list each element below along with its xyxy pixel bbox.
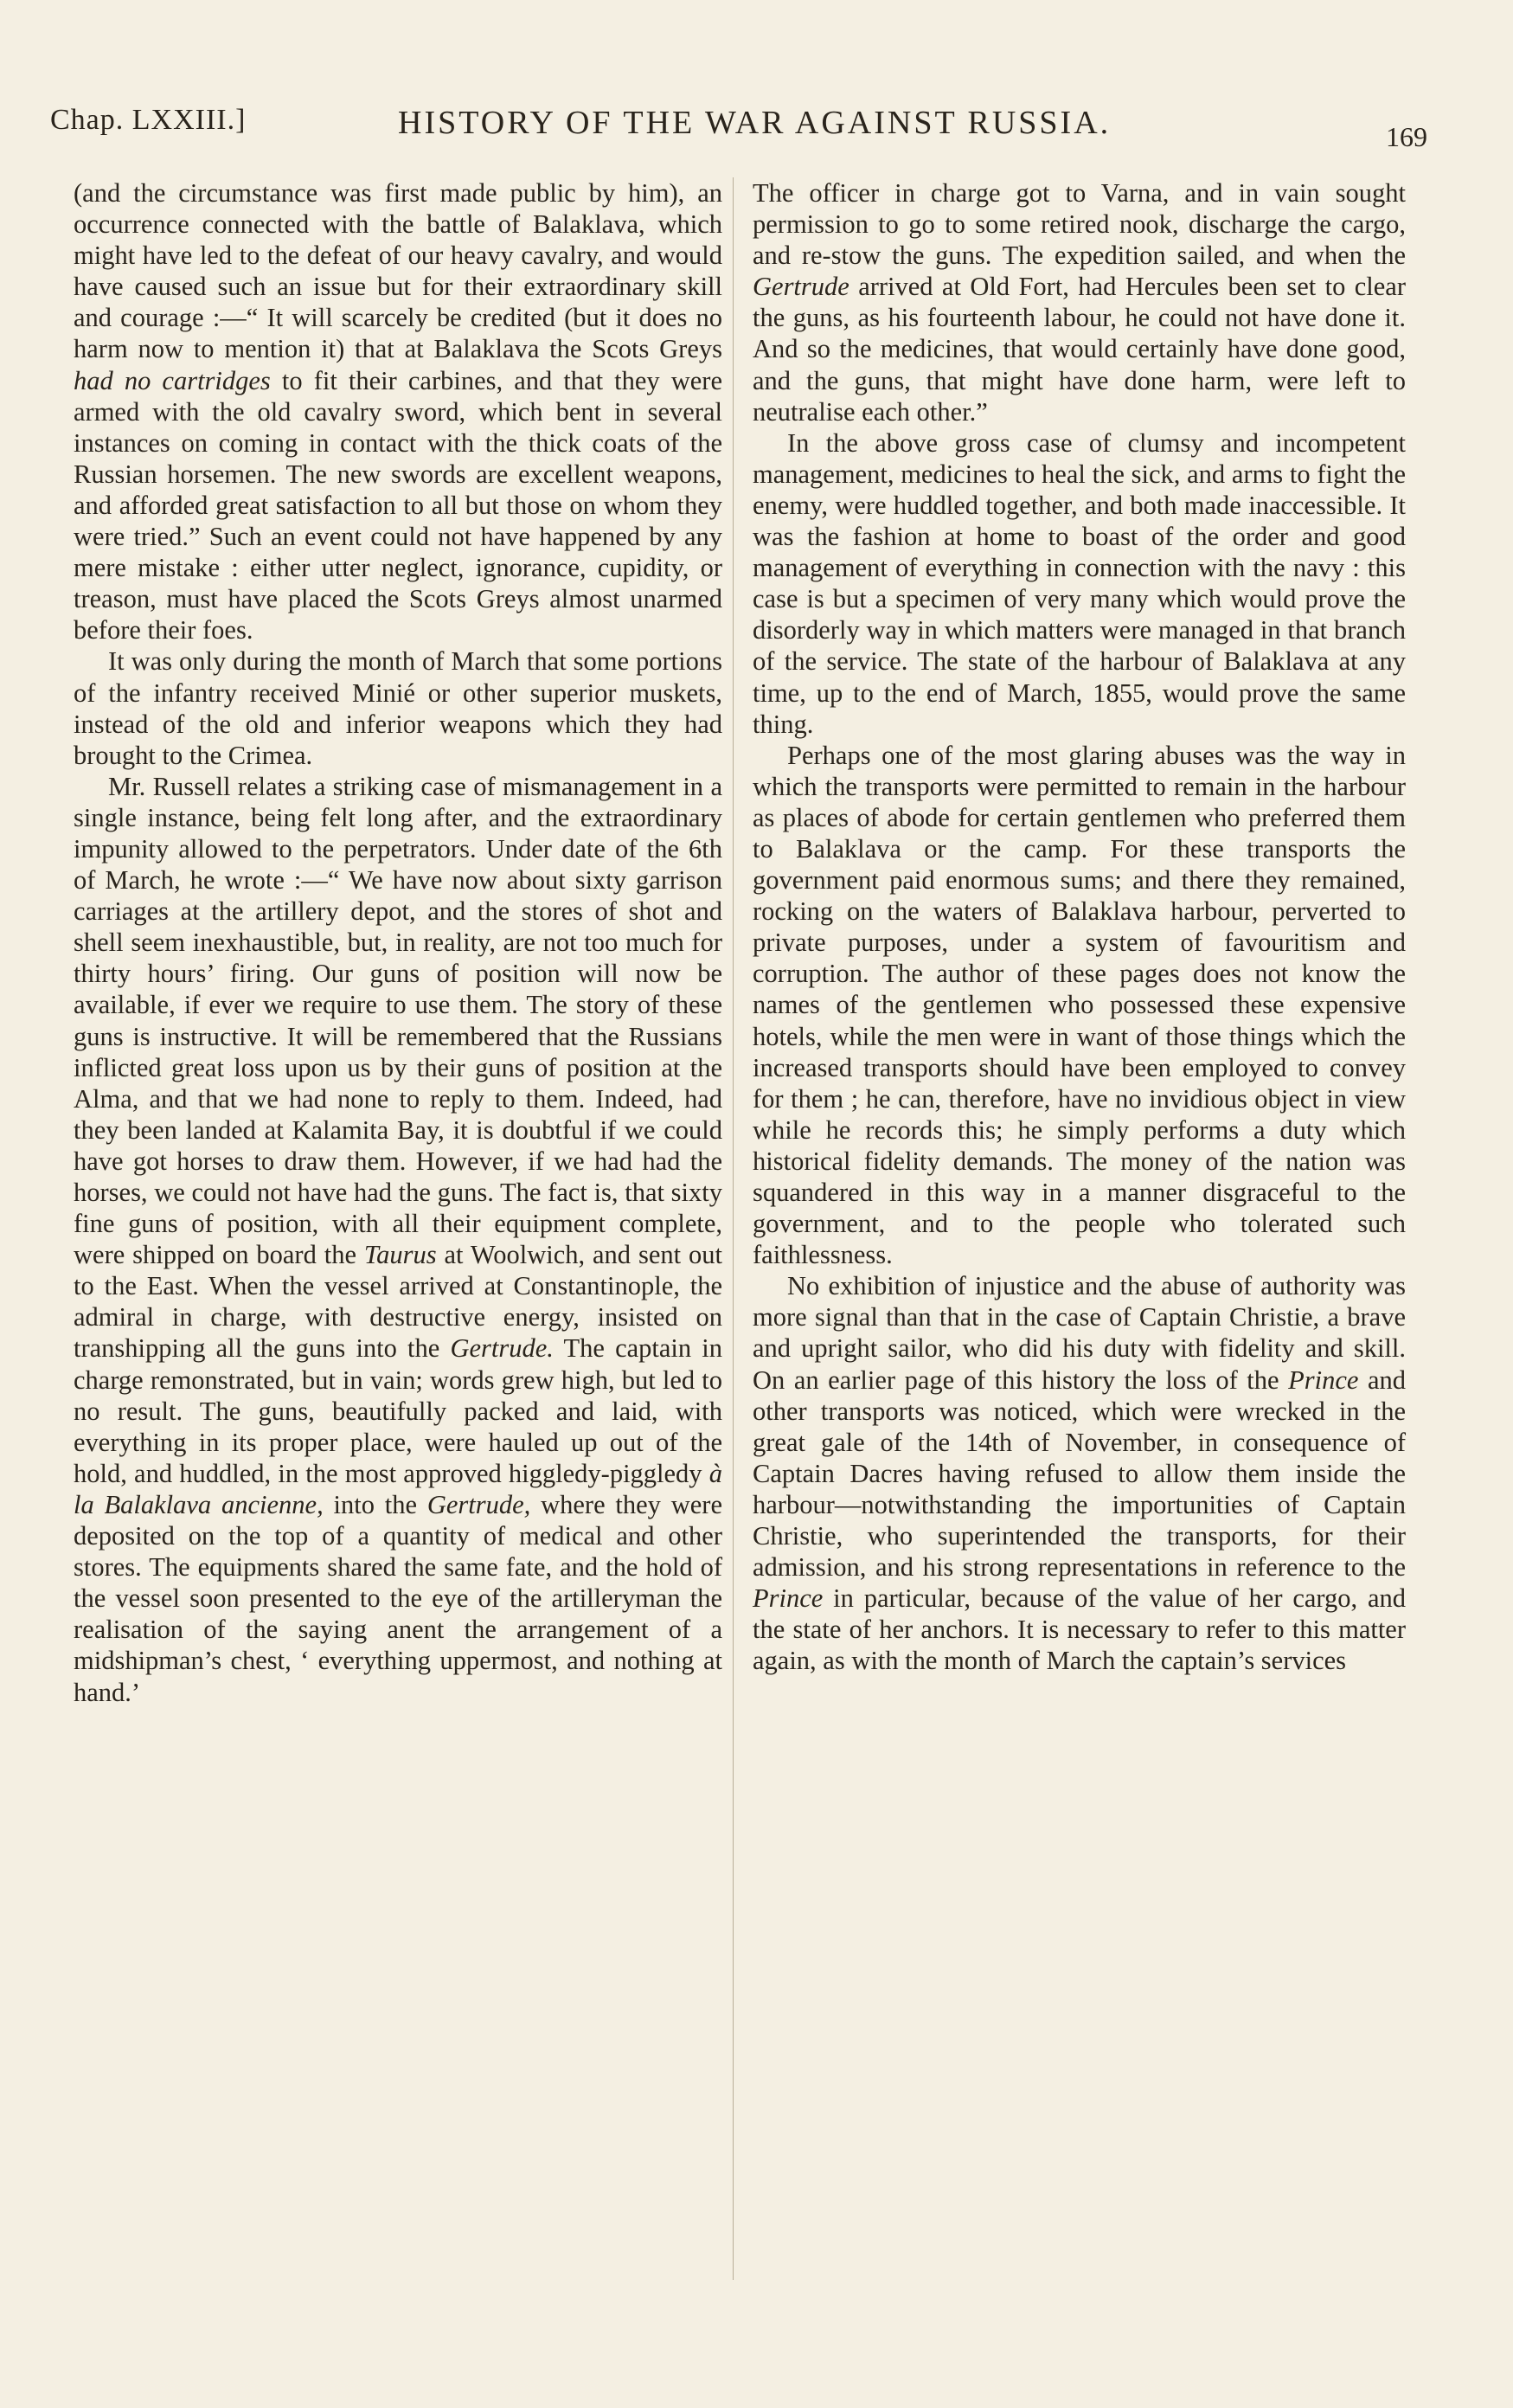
right-paragraph-2: In the above gross case of clumsy and incompetent management, medicines to heal the sick, and arms to fight the enemy, were huddled together, and both made inaccessible. It was the fashion at home to boast of the order and good management of everything in connection with the navy : this case is but a specimen of very many which would prove the disorderly way in which matters were managed in that branch of the service. The state of the harbour of Balaklava at any time, up to the end of March, 1855, would prove the same thing. [753, 427, 1406, 739]
running-header [50, 97, 1427, 157]
left-column [74, 177, 722, 1708]
left-paragraph-1: (and the circumstance was first made public by him), an occurrence connected with the battle of Balaklava, which might have led to the defeat of our heavy cavalry, and would have caused such an issue but for their extraordinary skill and courage :—“ It will scarcely be credited (but it does no harm now to mention it) that at Balaklava the Scots Greys had no cartridges to fit their carbines, and that they were armed with the old cavalry sword, which bent in several instances on coming in contact with the thick coats of the Russian horsemen. The new swords are excellent weapons, and afforded great satisfaction to all but those on whom they were tried.” Such an event could not have happened by any mere mistake : either utter neglect, ignorance, cupidity, or treason, must have placed the Scots Greys almost unarmed before their foes. [74, 178, 722, 645]
right-paragraph-1: The officer in charge got to Varna, and in vain sought permission to go to some retired nook, discharge the cargo, and re-stow the guns. The expedition sailed, and when the Gertrude arrived at Old Fort, had Hercules been set to clear the guns, as his fourteenth labour, he could not have done it. And so the medicines, that would certainly have done good, and the guns, that might have done harm, were left to neutralise each other.” [753, 178, 1406, 427]
right-paragraph-3: Perhaps one of the most glaring abuses was the way in which the transports were permitted to remain in the harbour as places of abode for certain gentlemen who preferred them to Balaklava or the camp. For these transports the government paid enormous sums; and there they remained, rocking on the waters of Balaklava harbour, perverted to private purposes, under a system of favouritism and corruption. The author of these pages does not know the names of the gentlemen who possessed these expensive hotels, while the men were in want of those things which the increased transports should have been employed to convey for them ; he can, therefore, have no invidious object in view while he records this; he simply performs a duty which historical fidelity demands. The money of the nation was squandered in this way in a manner disgraceful to the government, and to the people who tolerated such faithlessness. [753, 740, 1406, 1270]
right-column [753, 177, 1406, 1677]
page-number: 169 [1386, 121, 1427, 152]
left-paragraph-3: Mr. Russell relates a striking case of mismanagement in a single instance, being felt long after, and the extraordinary impunity allowed to the perpetrators. Under date of the 6th of March, he wrote :—“ We have now about sixty garrison carriages at the artillery depot, and the stores of shot and shell seem inexhaustible, but, in reality, are not too much for thirty hours’ firing. Our guns of position will now be available, if ever we require to use them. The story of these guns is instructive. It will be remembered that the Russians inflicted great loss upon us by their guns of position at the Alma, and that we had none to reply to them. Indeed, had they been landed at Kalamita Bay, it is doubtful if we could have got horses to draw them. However, if we had had the horses, we could not have had the guns. The fact is, that sixty fine guns of position, with all their equipment complete, were shipped on board the Taurus at Woolwich, and sent out to the East. When the vessel arrived at Constantinople, the admiral in charge, with destructive energy, insisted on transhipping all the guns into the Gertrude. The captain in charge remonstrated, but in vain; words grew high, but led to no result. The guns, beautifully packed and laid, with everything in its proper place, were hauled up out of the hold, and huddled, in the most approved higgledy-piggledy à la Balaklava ancienne, into the Gertrude, where they were deposited on the top of a quantity of medical and other stores. The equipments shared the same fate, and the hold of the vessel soon presented to the eye of the artilleryman the realisation of the saying anent the arrangement of a midshipman’s chest, ‘ everything uppermost, and nothing at hand.’ [74, 771, 722, 1707]
left-paragraph-2: It was only during the month of March that some portions of the infantry received Minié or other superior muskets, instead of the old and inferior weapons which they had brought to the Crimea. [74, 646, 722, 770]
column-divider [733, 177, 734, 2280]
right-paragraph-4: No exhibition of injustice and the abuse of authority was more signal than that in the case of Captain Christie, a brave and upright sailor, who did his duty with fidelity and skill. On an earlier page of this history the loss of the Prince and other transports was noticed, which were wrecked in the great gale of the 14th of November, in consequence of Captain Dacres having refused to allow them inside the harbour—notwithstanding the importunities of Captain Christie, who superintended the transports, for their admission, and his strong representations in reference to the Prince in particular, because of the value of her cargo, and the state of her anchors. It is necessary to refer to this matter again, as with the month of March the captain’s services [753, 1271, 1406, 1676]
chapter-label: Chap. LXXIII.] [50, 104, 247, 136]
running-title: HISTORY OF THE WAR AGAINST RUSSIA. [398, 105, 1112, 141]
